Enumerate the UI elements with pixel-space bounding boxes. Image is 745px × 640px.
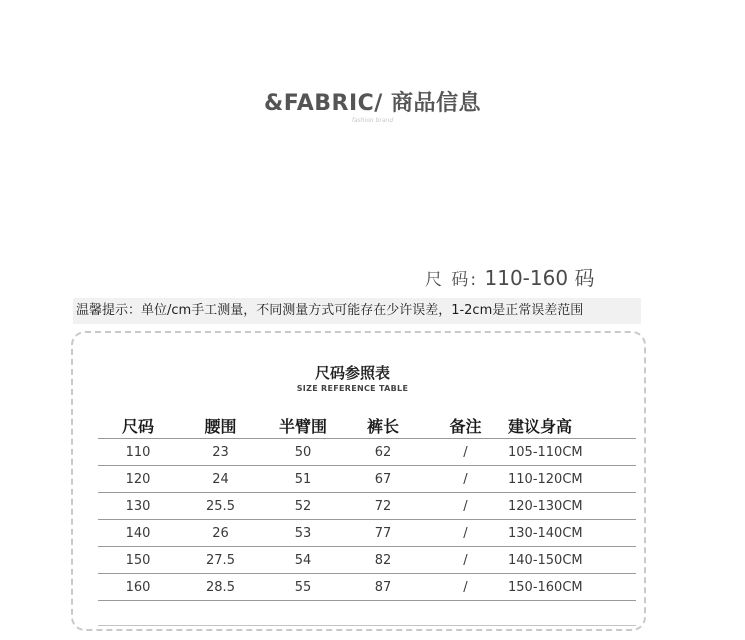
size-range-value: 110-160 [484, 266, 569, 290]
cell-waist: 23 [178, 439, 263, 466]
cell-length: 87 [343, 574, 423, 601]
header-title: &FABRIC/ 商品信息 [264, 91, 481, 116]
cell-remark: / [423, 466, 508, 493]
cell-remark: / [423, 493, 508, 520]
table-row [98, 439, 636, 466]
cell-waist: 28.5 [178, 574, 263, 601]
cell-arm: 52 [263, 493, 343, 520]
size-table [98, 412, 636, 626]
cell-remark: / [423, 520, 508, 547]
cell-arm: 53 [263, 520, 343, 547]
cell-arm: 55 [263, 574, 343, 601]
cell-height: 150-160CM [508, 574, 636, 601]
cell-waist: 25.5 [178, 493, 263, 520]
cell-height: 120-130CM [508, 493, 636, 520]
table-row [98, 493, 636, 520]
size-range-unit: 码 [574, 266, 595, 290]
cell-waist: 24 [178, 466, 263, 493]
cell-height: 105-110CM [508, 439, 636, 466]
table-row [98, 466, 636, 493]
column-header-length: 裤长 [343, 412, 423, 439]
column-header-arm: 半臂围 [263, 412, 343, 439]
size-range [425, 262, 594, 291]
cell-height: 140-150CM [508, 547, 636, 574]
cell-waist: 27.5 [178, 547, 263, 574]
cell-size: 120 [98, 466, 178, 493]
column-header-waist: 腰围 [178, 412, 263, 439]
column-header-size: 尺码 [98, 412, 178, 439]
cell-height: 110-120CM [508, 466, 636, 493]
size-table-subtitle: SIZE REFERENCE TABLE [296, 384, 409, 393]
table-row [98, 520, 636, 547]
cell-waist: 26 [178, 520, 263, 547]
table-header-row [98, 412, 636, 439]
size-table-title: 尺码参照表 [314, 364, 390, 382]
table-row [98, 547, 636, 574]
cell-arm: 51 [263, 466, 343, 493]
column-header-height: 建议身高 [508, 412, 636, 439]
column-header-remark: 备注 [423, 412, 508, 439]
header-subtitle: fashion brand [351, 117, 394, 124]
table-row [98, 574, 636, 601]
cell-remark: / [423, 439, 508, 466]
size-range-label: 尺 码: [425, 270, 479, 290]
measurement-note: 温馨提示：单位/cm手工测量，不同测量方式可能存在少许误差，1-2cm是正常误差范围 [73, 298, 641, 324]
cell-size: 110 [98, 439, 178, 466]
cell-remark: / [423, 574, 508, 601]
cell-remark: / [423, 547, 508, 574]
cell-height: 130-140CM [508, 520, 636, 547]
table-spacer-row [98, 601, 636, 626]
cell-arm: 54 [263, 547, 343, 574]
cell-length: 62 [343, 439, 423, 466]
cell-length: 67 [343, 466, 423, 493]
cell-size: 140 [98, 520, 178, 547]
cell-size: 160 [98, 574, 178, 601]
cell-size: 130 [98, 493, 178, 520]
cell-length: 72 [343, 493, 423, 520]
cell-size: 150 [98, 547, 178, 574]
cell-length: 77 [343, 520, 423, 547]
cell-length: 82 [343, 547, 423, 574]
cell-arm: 50 [263, 439, 343, 466]
